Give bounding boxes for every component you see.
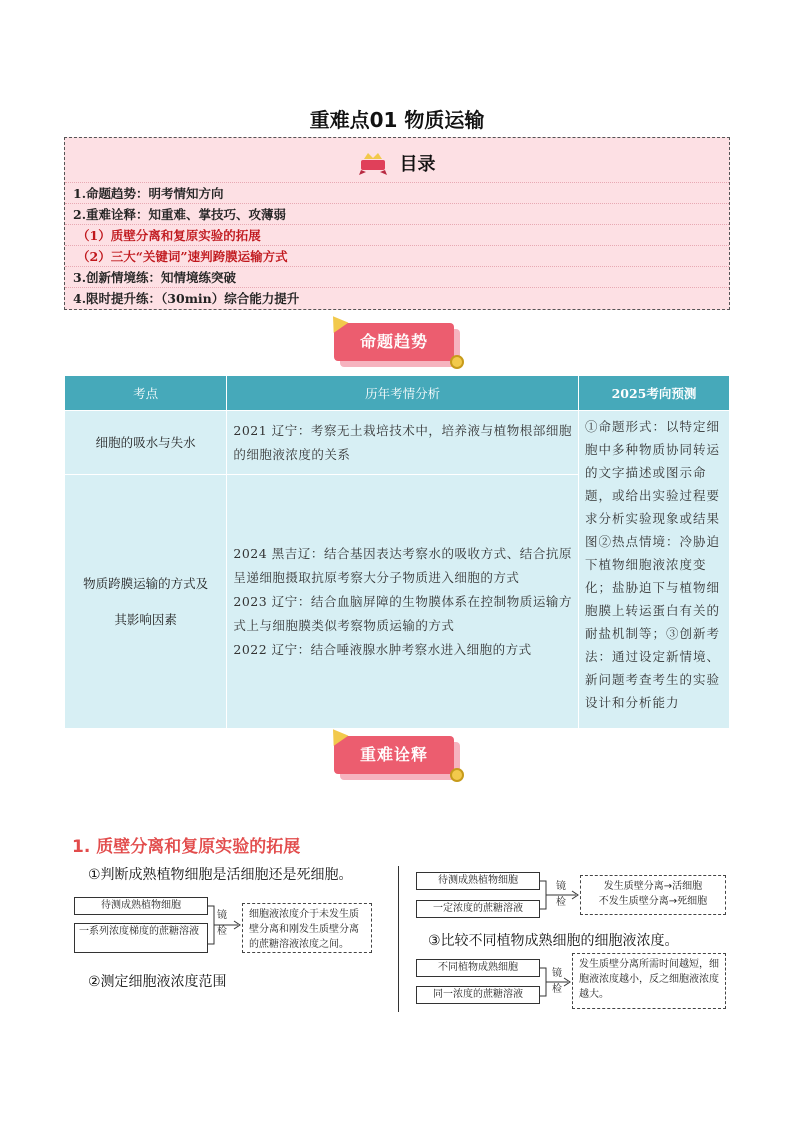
diagram-result-range: 细胞液浓度介于未发生质壁分离和刚发生质壁分离的蔗糖溶液浓度之间。 xyxy=(242,903,372,953)
circle-decoration-icon xyxy=(450,768,464,782)
table-of-contents xyxy=(64,137,730,310)
topic-line: 物质跨膜运输的方式及 xyxy=(83,575,209,591)
table-cell-analysis: 2021 辽宁：考察无土栽培技术中，培养液与植物根部细胞的细胞液浓度的关系 xyxy=(227,411,579,475)
toc-item[interactable]: 1.命题趋势：明考情知方向 xyxy=(65,182,729,203)
toc-header xyxy=(65,150,729,178)
diagram-box-solution: 一定浓度的蔗糖溶液 xyxy=(416,900,540,918)
toc-item[interactable]: 3.创新情境练：知情境练突破 xyxy=(65,266,729,287)
toc-item[interactable]: （1）质壁分离和复原实验的拓展 xyxy=(65,224,729,245)
table-cell-topic xyxy=(65,475,227,729)
analysis-entry: 2022 辽宁：结合唾液腺水肿考察水进入细胞的方式 xyxy=(233,641,532,657)
table-cell-analysis xyxy=(227,475,579,729)
page-title: 重难点01 物质运输 xyxy=(309,108,485,132)
divider xyxy=(398,866,399,1012)
analysis-entry: 2023 辽宁：结合血脑屏障的生物膜体系在控制物质运输方式上与细胞膜类似考察物质运输的方式 xyxy=(233,593,572,633)
toc-item[interactable]: 2.重难诠释：知重难、掌技巧、攻薄弱 xyxy=(65,203,729,224)
banner-label: 重难诠释 xyxy=(334,736,454,774)
crown-banner-icon xyxy=(358,150,388,176)
diagram-box-cells: 待测成熟植物细胞 xyxy=(416,872,540,890)
table-header: 历年考情分析 xyxy=(227,376,579,411)
mirror-check-label: 镜检 xyxy=(552,968,562,995)
mirror-check-label: 镜检 xyxy=(556,881,566,908)
analysis-entry: 2024 黑吉辽：结合基因表达考察水的吸收方式、结合抗原呈递细胞摄取抗原考察大分子物质进入细胞的方式 xyxy=(233,545,572,585)
table-cell-topic: 细胞的吸水与失水 xyxy=(65,411,227,475)
step-3-text: ③比较不同植物成熟细胞的细胞液浓度。 xyxy=(428,933,679,949)
circle-decoration-icon xyxy=(450,355,464,369)
diagram-box-solution: 一系列浓度梯度的蔗糖溶液 xyxy=(74,923,208,953)
trend-table xyxy=(64,375,730,729)
diagram-result-compare: 发生质壁分离所需时间越短，细胞液浓度越小，反之细胞液浓度越大。 xyxy=(572,953,726,1009)
banner-label: 命题趋势 xyxy=(334,323,454,361)
step-1-text: ①判断成熟植物细胞是活细胞还是死细胞。 xyxy=(88,867,353,883)
topic-line: 其影响因素 xyxy=(114,611,177,627)
diagram-box-solution: 同一浓度的蔗糖溶液 xyxy=(416,986,540,1004)
table-cell-forecast: ①命题形式：以特定细胞中多种物质协同转运的文字描述或图示命题，或给出实验过程要求分析实验现象或结果图②热点情境：冷胁迫下植物细胞液浓度变化；盐胁迫下与植物细胞膜上转运蛋白有关的耐盐机制等；③创新考法：通过设定新情境、新问题考查考生的实验设计和分析能力 xyxy=(578,411,729,729)
toc-item[interactable]: （2）三大“关键词”速判跨膜运输方式 xyxy=(65,245,729,266)
section-title: 1. 质壁分离和复原实验的拓展 xyxy=(72,837,301,857)
result-line: 发生质壁分离→活细胞 xyxy=(603,881,703,892)
section-banner-explain xyxy=(334,736,464,784)
result-line: 不发生质壁分离→死细胞 xyxy=(598,896,708,907)
diagram-result-alive xyxy=(580,875,726,915)
diagram-box-cells: 不同植物成熟细胞 xyxy=(416,959,540,977)
toc-heading: 目录 xyxy=(399,154,436,175)
mirror-check-label: 镜检 xyxy=(217,910,227,937)
section-banner-trend xyxy=(334,323,464,371)
step-2-text: ②测定细胞液浓度范围 xyxy=(88,974,227,990)
table-header: 考点 xyxy=(65,376,227,411)
toc-item[interactable]: 4.限时提升练：（30min）综合能力提升 xyxy=(65,287,729,308)
diagram-box-cells: 待测成熟植物细胞 xyxy=(74,897,208,915)
table-header: 2025考向预测 xyxy=(578,376,729,411)
